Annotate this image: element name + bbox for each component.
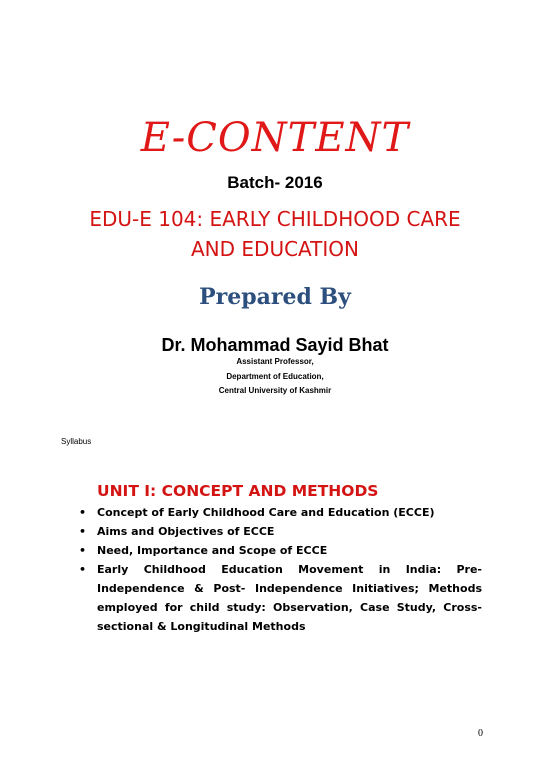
list-item: [79, 503, 482, 522]
list-item: [79, 541, 482, 560]
batch-label: Batch- 2016: [227, 173, 323, 192]
list-item: [79, 522, 482, 541]
page-number: 0: [478, 728, 483, 739]
course-title-line-2: AND EDUCATION: [191, 237, 359, 261]
list-item-text: Need, Importance and Scope of ECCE: [97, 544, 328, 557]
author-name: Dr. Mohammad Sayid Bhat: [161, 335, 389, 355]
course-title: [40, 204, 510, 264]
bullet-icon: •: [79, 563, 87, 576]
author-department: Department of Education,: [226, 372, 324, 381]
unit-topic-list: [79, 503, 482, 636]
author-designation: Assistant Professor,: [236, 357, 314, 366]
author-university: Central University of Kashmir: [218, 386, 332, 395]
list-item-text: Early Childhood Education Movement in India: Pre-Independence & Post- Independence Initiatives; Methods employed for child study: Observation, Case Study, Cross-sectional & Longitudinal Methods: [97, 563, 482, 633]
list-item-text: Aims and Objectives of ECCE: [97, 525, 275, 538]
document-title: E-CONTENT: [140, 115, 410, 161]
prepared-by-heading: Prepared By: [199, 284, 351, 310]
list-item-text: Concept of Early Childhood Care and Education (ECCE): [97, 506, 435, 519]
list-item: [79, 560, 482, 636]
syllabus-label: Syllabus: [61, 437, 92, 446]
bullet-icon: •: [79, 544, 87, 557]
bullet-icon: •: [79, 506, 87, 519]
course-title-line-1: EDU-E 104: EARLY CHILDHOOD CARE: [89, 207, 461, 231]
unit-heading: UNIT I: CONCEPT AND METHODS: [97, 482, 379, 500]
bullet-icon: •: [79, 525, 87, 538]
